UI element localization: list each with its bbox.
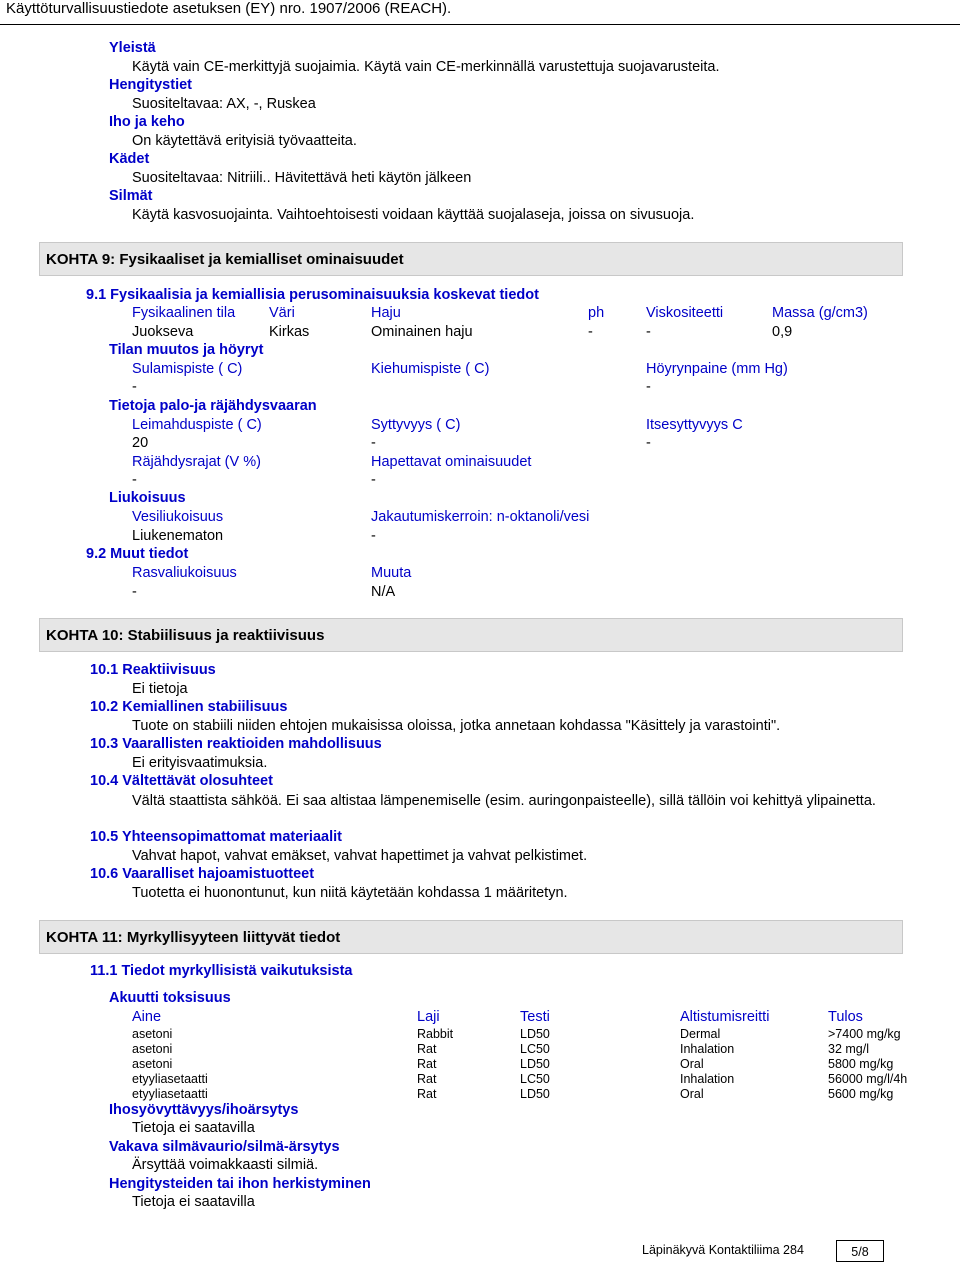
hazardous-reactions-heading: 10.3 Vaarallisten reaktioiden mahdollisuus <box>90 736 382 752</box>
props-header-ph: ph <box>588 305 605 321</box>
tox-row-route: Inhalation <box>680 1072 735 1086</box>
hazardous-reactions-text: Ei erityisvaatimuksia. <box>132 755 268 771</box>
sensitization-heading: Hengitysteiden tai ihon herkistyminen <box>109 1176 371 1192</box>
skin-body-heading: Iho ja keho <box>109 114 185 130</box>
other-label: Muuta <box>371 565 412 581</box>
tox-row-test: LC50 <box>520 1072 550 1086</box>
boiling-point-label: Kiehumispiste ( C) <box>371 361 490 377</box>
tox-row-test: LD50 <box>520 1057 550 1071</box>
props-header-odor: Haju <box>371 305 401 321</box>
tox-header-result: Tulos <box>828 1009 863 1025</box>
tox-row-result: >7400 mg/kg <box>828 1027 901 1041</box>
skin-corrosion-heading: Ihosyövyttävyys/ihoärsytys <box>109 1102 299 1118</box>
conditions-to-avoid-heading: 10.4 Vältettävät olosuhteet <box>90 773 273 789</box>
section-9-banner <box>39 242 903 276</box>
sensitization-text: Tietoja ei saatavilla <box>132 1194 255 1210</box>
tox-row-substance: asetoni <box>132 1042 173 1056</box>
conditions-to-avoid-text: Vältä staattista sähköä. Ei saa altistaa lämpenemiselle (esim. auringonpaisteelle), sillä tällöin voi kehittyä ylipainetta. <box>132 793 876 809</box>
flash-point-value: 20 <box>132 435 149 451</box>
tox-row-substance: asetoni <box>132 1057 173 1071</box>
tox-row-test: LD50 <box>520 1087 550 1101</box>
footer-product-name: Läpinäkyvä Kontaktiliima 284 <box>642 1243 804 1257</box>
flammability-value: - <box>371 435 376 451</box>
props-value-odor: Ominainen haju <box>371 324 473 340</box>
water-solubility-label: Vesiliukoisuus <box>132 509 224 525</box>
tox-row-result: 5600 mg/kg <box>828 1087 894 1101</box>
header-divider <box>0 24 960 25</box>
section-10-title: KOHTA 10: Stabiilisuus ja reaktiivisuus <box>46 627 325 644</box>
props-value-density: 0,9 <box>772 324 793 340</box>
tox-row-route: Oral <box>680 1087 704 1101</box>
flash-point-label: Leimahduspiste ( C) <box>132 417 262 433</box>
decomposition-products-heading: 10.6 Vaaralliset hajoamistuotteet <box>90 866 315 882</box>
props-value-viscosity: - <box>646 324 651 340</box>
tox-row-substance: etyyliasetaatti <box>132 1072 208 1086</box>
section-9-title: KOHTA 9: Fysikaaliset ja kemialliset ominaisuudet <box>46 251 404 268</box>
hands-heading: Kädet <box>109 151 150 167</box>
tox-row-substance: etyyliasetaatti <box>132 1087 208 1101</box>
tox-row-species: Rat <box>417 1087 437 1101</box>
fat-solubility-label: Rasvaliukoisuus <box>132 565 237 581</box>
tox-header-route: Altistumisreitti <box>680 1009 770 1025</box>
respiratory-heading: Hengitystiet <box>109 77 192 93</box>
fire-explosion-heading: Tietoja palo-ja räjähdysvaaran <box>109 398 317 414</box>
tox-row-test: LC50 <box>520 1042 550 1056</box>
vapor-pressure-label: Höyrynpaine (mm Hg) <box>646 361 788 377</box>
section-10-banner <box>39 618 903 652</box>
oxidizing-properties-label: Hapettavat ominaisuudet <box>371 454 532 470</box>
eyes-text: Käytä kasvosuojainta. Vaihtoehtoisesti voidaan käyttää suojalaseja, joissa on sivusuoja. <box>132 207 695 223</box>
props-header-color: Väri <box>269 305 295 321</box>
subsection-9-2-heading: 9.2 Muut tiedot <box>86 546 189 562</box>
other-value: N/A <box>371 584 396 600</box>
partition-coefficient-label: Jakautumiskerroin: n-oktanoli/vesi <box>371 509 590 525</box>
flammability-label: Syttyvyys ( C) <box>371 417 461 433</box>
props-header-viscosity: Viskositeetti <box>646 305 724 321</box>
props-header-state: Fysikaalinen tila <box>132 305 236 321</box>
tox-row-species: Rat <box>417 1042 437 1056</box>
tox-row-substance: asetoni <box>132 1027 173 1041</box>
document-header-title: Käyttöturvallisuustiedote asetuksen (EY) nro. 1907/2006 (REACH). <box>6 0 452 17</box>
autoignition-label: Itsesyttyvyys C <box>646 417 743 433</box>
tox-row-route: Inhalation <box>680 1042 735 1056</box>
subsection-9-1-heading: 9.1 Fysikaalisia ja kemiallisia perusominaisuuksia koskevat tiedot <box>86 287 539 303</box>
explosion-limits-label: Räjähdysrajat (V %) <box>132 454 261 470</box>
props-header-density: Massa (g/cm3) <box>772 305 868 321</box>
tox-row-result: 5800 mg/kg <box>828 1057 894 1071</box>
eye-damage-text: Ärsyttää voimakkaasti silmiä. <box>132 1157 319 1173</box>
tox-row-species: Rat <box>417 1057 437 1071</box>
reactivity-heading: 10.1 Reaktiivisuus <box>90 662 216 678</box>
fat-solubility-value: - <box>132 584 137 600</box>
melting-point-label: Sulamispiste ( C) <box>132 361 243 377</box>
partition-coefficient-value: - <box>371 528 376 544</box>
section-11-title: KOHTA 11: Myrkyllisyyteen liittyvät tiedot <box>46 929 341 946</box>
solubility-heading: Liukoisuus <box>109 490 186 506</box>
acute-toxicity-heading: Akuutti toksisuus <box>109 990 231 1006</box>
eye-damage-heading: Vakava silmävaurio/silmä-ärsytys <box>109 1139 340 1155</box>
hands-text: Suositeltavaa: Nitriili.. Hävitettävä heti käytön jälkeen <box>132 170 472 186</box>
skin-corrosion-text: Tietoja ei saatavilla <box>132 1120 255 1136</box>
props-value-state: Juokseva <box>132 324 194 340</box>
incompatible-materials-heading: 10.5 Yhteensopimattomat materiaalit <box>90 829 342 845</box>
tox-row-test: LD50 <box>520 1027 550 1041</box>
props-value-color: Kirkas <box>269 324 310 340</box>
chemical-stability-heading: 10.2 Kemiallinen stabiilisuus <box>90 699 288 715</box>
tox-header-substance: Aine <box>132 1009 162 1025</box>
reactivity-text: Ei tietoja <box>132 681 188 697</box>
tox-row-species: Rat <box>417 1072 437 1086</box>
section-11-banner <box>39 920 903 954</box>
props-value-ph: - <box>588 324 593 340</box>
tox-header-test: Testi <box>520 1009 550 1025</box>
water-solubility-value: Liukenematon <box>132 528 224 544</box>
tox-row-route: Oral <box>680 1057 704 1071</box>
tox-row-result: 32 mg/l <box>828 1042 869 1056</box>
respiratory-text: Suositeltavaa: AX, -, Ruskea <box>132 96 316 112</box>
autoignition-value: - <box>646 435 651 451</box>
phase-change-heading: Tilan muutos ja höyryt <box>109 342 264 358</box>
melting-point-value: - <box>132 379 137 395</box>
decomposition-products-text: Tuotetta ei huonontunut, kun niitä käytetään kohdassa 1 määritetyn. <box>132 885 568 901</box>
vapor-pressure-value: - <box>646 379 651 395</box>
tox-row-route: Dermal <box>680 1027 721 1041</box>
general-text: Käytä vain CE-merkittyjä suojaimia. Käytä vain CE-merkinnällä varustettuja suojavarusteita. <box>132 59 720 75</box>
tox-row-result: 56000 mg/l/4h <box>828 1072 908 1086</box>
eyes-heading: Silmät <box>109 188 153 204</box>
oxidizing-properties-value: - <box>371 472 376 488</box>
incompatible-materials-text: Vahvat hapot, vahvat emäkset, vahvat hapettimet ja vahvat pelkistimet. <box>132 848 588 864</box>
chemical-stability-text: Tuote on stabiili niiden ehtojen mukaisissa oloissa, jotka annetaan kohdassa "Käsittely ja varastointi". <box>132 718 781 734</box>
general-heading: Yleistä <box>109 40 156 56</box>
page-number: 5/8 <box>836 1240 884 1262</box>
explosion-limits-value: - <box>132 472 137 488</box>
subsection-11-1-heading: 11.1 Tiedot myrkyllisistä vaikutuksista <box>90 963 353 979</box>
skin-body-text: On käytettävä erityisiä työvaatteita. <box>132 133 357 149</box>
tox-header-species: Laji <box>417 1009 440 1025</box>
tox-row-species: Rabbit <box>417 1027 454 1041</box>
